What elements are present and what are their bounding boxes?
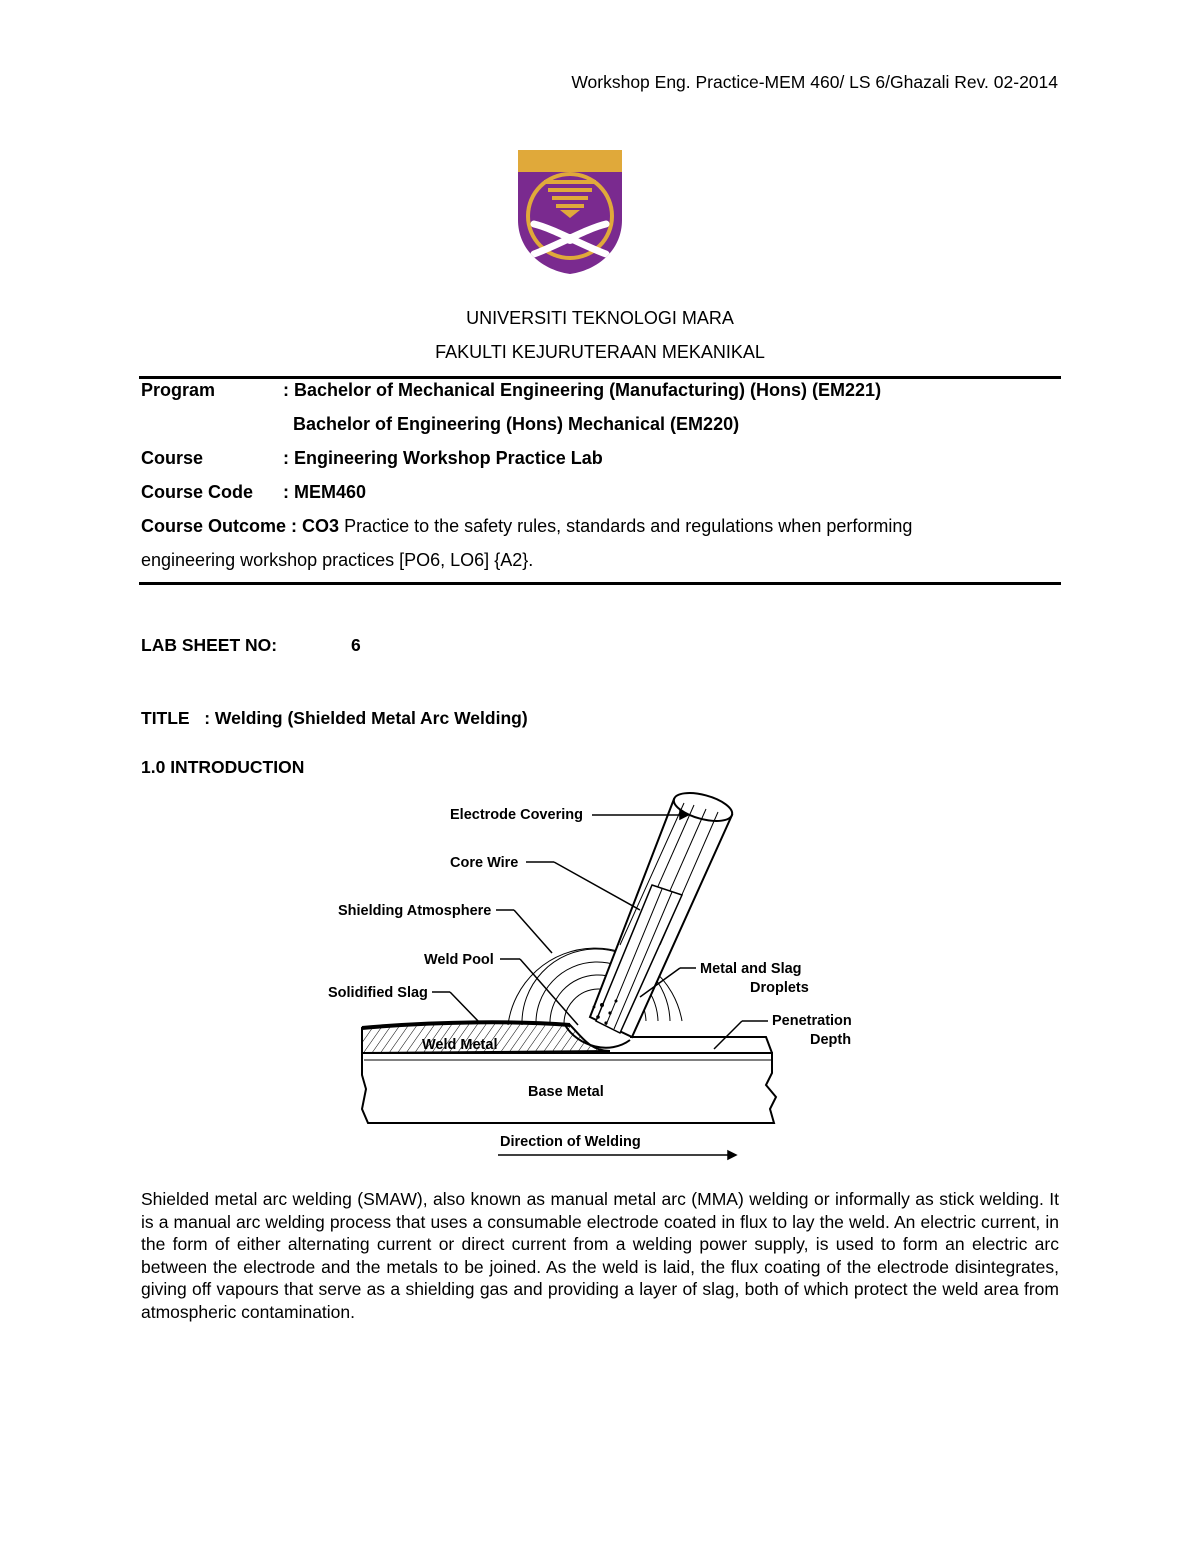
program-value-2: Bachelor of Engineering (Hons) Mechanical (EM220) — [293, 414, 740, 434]
label-core-wire: Core Wire — [450, 855, 519, 871]
label-base-metal: Base Metal — [528, 1084, 604, 1100]
label-depth: Depth — [810, 1032, 852, 1048]
course-code-value: : MEM460 — [283, 482, 367, 502]
program-label: Program — [141, 380, 216, 400]
section-heading: 1.0 INTRODUCTION — [141, 757, 305, 777]
smaw-diagram — [320, 785, 880, 1165]
course-label: Course — [141, 448, 204, 468]
faculty-name: FAKULTI KEJURUTERAAN MEKANIKAL — [435, 342, 765, 362]
electrode — [590, 788, 735, 1037]
label-solidified-slag: Solidified Slag — [328, 985, 428, 1001]
label-direction-of-welding: Direction of Welding — [500, 1134, 641, 1150]
course-outcome-label: Course Outcome — [141, 516, 287, 536]
header-reference: Workshop Eng. Practice-MEM 460/ LS 6/Ghazali Rev. 02-2014 — [571, 72, 1058, 92]
uitm-crest-icon — [518, 150, 622, 274]
program-value: : Bachelor of Mechanical Engineering (Manufacturing) (Hons) (EM221) — [283, 380, 882, 400]
university-name: UNIVERSITI TEKNOLOGI MARA — [466, 308, 734, 328]
intro-paragraph: Shielded metal arc welding (SMAW), also known as manual metal arc (MMA) welding or informally as stick welding. It is a manual arc welding process that uses a consumable electrode coated in flux to lay the weld. An electric current, in the form of either alternating current or direct current from a welding power supply, is used to form an electric arc between the electrode and the metals to be joined. As the weld is laid, the flux coating of the electrode disintegrates, giving off vapours that serve as a shielding gas and providing a layer of slag, both of which protect the weld area from atmospheric contamination. — [141, 1189, 1059, 1322]
course-outcome-code: : CO3 — [291, 516, 340, 536]
label-penetration: Penetration — [772, 1013, 852, 1029]
course-value: : Engineering Workshop Practice Lab — [283, 448, 603, 468]
top-rule — [139, 376, 1061, 379]
course-outcome-row — [141, 516, 912, 537]
course-code-row — [141, 482, 366, 503]
label-shielding-atmosphere: Shielding Atmosphere — [338, 903, 492, 919]
course-code-label: Course Code — [141, 482, 254, 502]
course-outcome-text-2: engineering workshop practices [PO6, LO6] {A2}. — [141, 550, 534, 570]
label-weld-metal: Weld Metal — [422, 1037, 498, 1053]
title-value: : Welding (Shielded Metal Arc Welding) — [204, 708, 528, 728]
course-outcome-text: Practice to the safety rules, standards and regulations when performing — [339, 516, 913, 536]
title-row — [141, 708, 528, 729]
lab-sheet-label: LAB SHEET NO: — [141, 635, 278, 655]
label-weld-pool: Weld Pool — [424, 952, 494, 968]
label-droplets: Droplets — [750, 980, 809, 996]
course-row — [141, 448, 603, 469]
title-label: TITLE — [141, 708, 190, 728]
lab-sheet-number: 6 — [351, 635, 361, 655]
bottom-rule — [139, 582, 1061, 585]
label-metal-slag: Metal and Slag — [700, 961, 802, 977]
program-row — [141, 380, 881, 401]
label-electrode-covering: Electrode Covering — [450, 807, 583, 823]
